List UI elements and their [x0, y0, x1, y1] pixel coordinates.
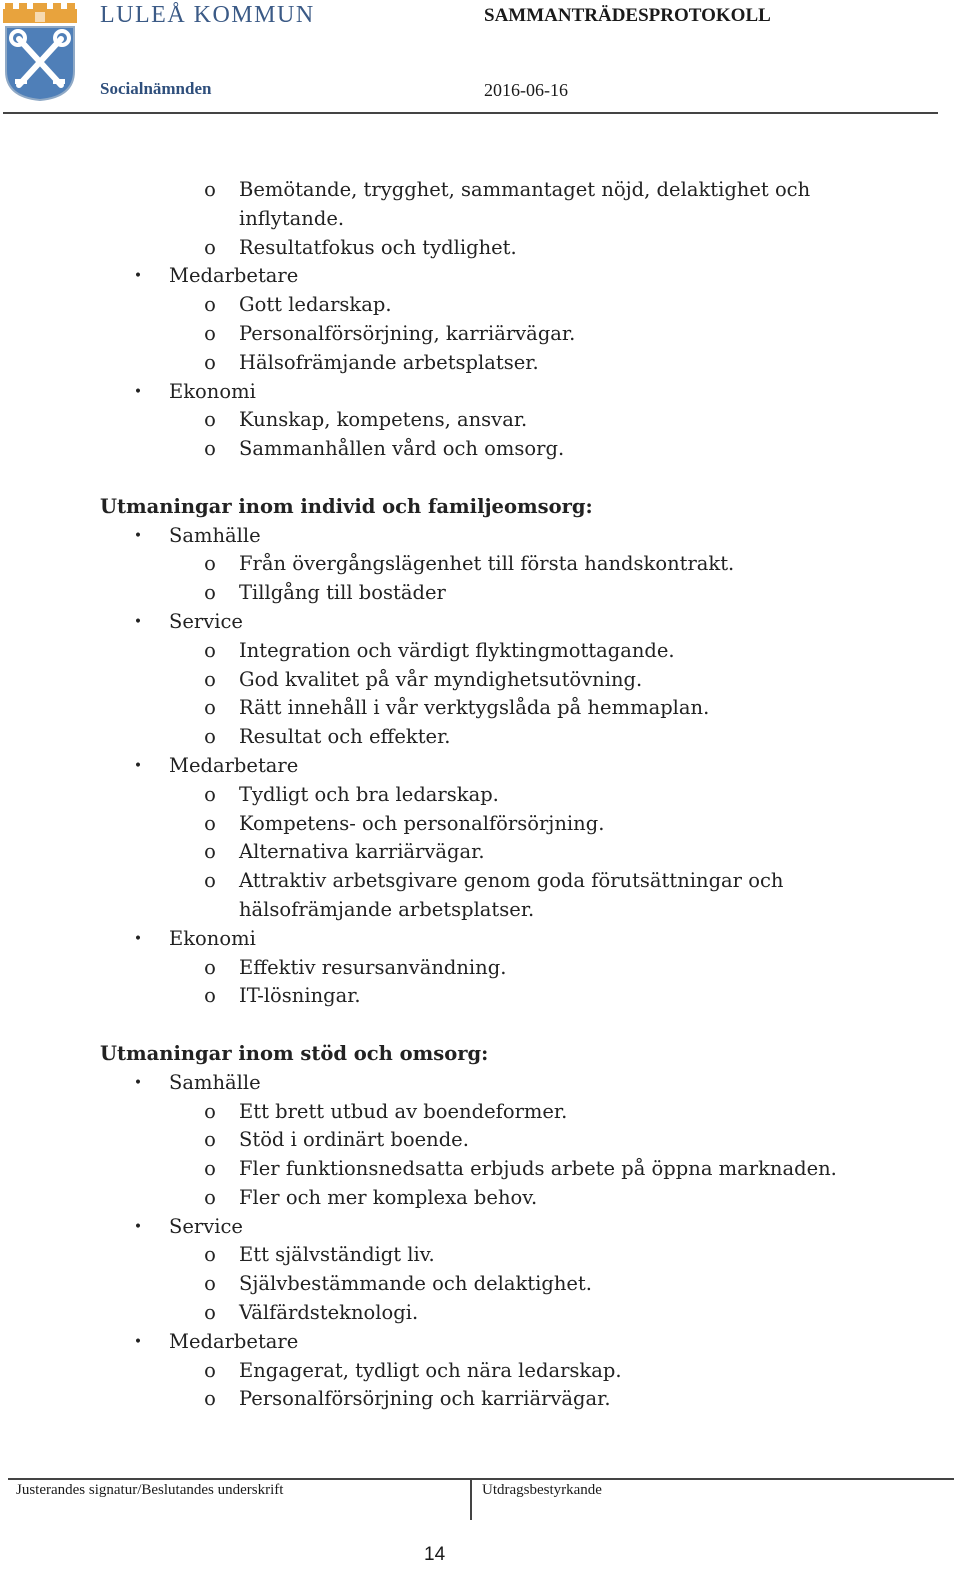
list-item	[0, 637, 960, 666]
list-item	[0, 838, 960, 867]
list-item	[0, 1357, 960, 1386]
group-header	[0, 522, 960, 551]
list-item	[0, 1385, 960, 1414]
certification-label: Utdragsbestyrkande	[482, 1482, 602, 1498]
group-header	[0, 378, 960, 407]
list-item-text: Ett självständigt liv.	[239, 1243, 435, 1267]
department-name: Socialnämnden	[100, 79, 212, 98]
sub-bullet-marker: o	[204, 667, 216, 691]
list-item-text: Kompetens- och personalförsörjning.	[239, 811, 605, 835]
list-item	[0, 550, 960, 579]
sub-bullet-marker: o	[204, 955, 216, 979]
list-item	[0, 1098, 960, 1127]
list-item-text: Tydligt och bra ledarskap.	[239, 782, 499, 806]
bullet-marker: •	[133, 930, 143, 947]
list-item-continuation	[0, 205, 960, 234]
list-item-text: Fler funktionsnedsatta erbjuds arbete på öppna marknaden.	[239, 1157, 837, 1181]
group-header	[0, 752, 960, 781]
sub-bullet-marker: o	[204, 1243, 216, 1267]
city-coat-of-arms-icon	[3, 3, 77, 101]
list-item-text: Engagerat, tydligt och nära ledarskap.	[239, 1358, 622, 1382]
group-label: Samhälle	[169, 1070, 261, 1094]
sub-bullet-marker: o	[204, 552, 216, 576]
list-item-text: Attraktiv arbetsgivare genom goda förutsättningar och	[239, 869, 784, 893]
sub-bullet-marker: o	[204, 1128, 216, 1152]
page-number: 14	[424, 1544, 446, 1565]
list-item	[0, 406, 960, 435]
list-item-text: Ett brett utbud av boendeformer.	[239, 1099, 568, 1123]
sub-bullet-marker: o	[204, 696, 216, 720]
list-item	[0, 234, 960, 263]
list-item-text: Integration och värdigt flyktingmottagande.	[239, 638, 675, 662]
list-item	[0, 1299, 960, 1328]
protocol-body	[0, 176, 960, 1414]
list-item	[0, 810, 960, 839]
list-item-text: Självbestämmande och delaktighet.	[239, 1272, 592, 1296]
group-label: Samhälle	[169, 523, 261, 547]
list-item	[0, 1126, 960, 1155]
bullet-marker: •	[133, 613, 143, 630]
sub-bullet-marker: o	[204, 1358, 216, 1382]
sub-bullet-marker: o	[204, 235, 216, 259]
sub-bullet-marker: o	[204, 725, 216, 749]
document-date: 2016-06-16	[484, 80, 568, 100]
sub-bullet-marker: o	[204, 1387, 216, 1411]
spacer	[0, 1011, 960, 1040]
footer-column-separator	[470, 1479, 472, 1520]
list-item-text: Hälsofrämjande arbetsplatser.	[239, 350, 539, 374]
list-item	[0, 694, 960, 723]
list-item	[0, 1241, 960, 1270]
document-type: SAMMANTRÄDESPROTOKOLL	[484, 5, 771, 26]
group-label: Ekonomi	[169, 379, 256, 403]
sub-bullet-marker: o	[204, 581, 216, 605]
list-item	[0, 982, 960, 1011]
section-heading: Utmaningar inom individ och familjeomsorg:	[100, 494, 593, 518]
sub-bullet-marker: o	[204, 293, 216, 317]
group-header	[0, 608, 960, 637]
bullet-marker: •	[133, 1333, 143, 1350]
list-item-text: Bemötande, trygghet, sammantaget nöjd, delaktighet och	[239, 178, 811, 201]
list-item	[0, 579, 960, 608]
sub-bullet-marker: o	[204, 782, 216, 806]
list-item	[0, 781, 960, 810]
group-label: Medarbetare	[169, 264, 299, 288]
bullet-marker: •	[133, 527, 143, 544]
group-header	[0, 262, 960, 291]
list-item-text: God kvalitet på vår myndighetsutövning.	[239, 667, 643, 691]
group-label: Service	[169, 1214, 243, 1238]
bullet-marker: •	[133, 1074, 143, 1091]
signature-label: Justerandes signatur/Beslutandes underskrift	[16, 1482, 284, 1498]
list-item	[0, 291, 960, 320]
list-item-text: Kunskap, kompetens, ansvar.	[239, 408, 528, 432]
sub-bullet-marker: o	[204, 638, 216, 662]
list-item-text: Personalförsörjning och karriärvägar.	[239, 1387, 611, 1411]
list-item	[0, 954, 960, 983]
sub-bullet-marker: o	[204, 321, 216, 345]
list-item-text: IT-lösningar.	[239, 984, 361, 1008]
sub-bullet-marker: o	[204, 869, 216, 893]
list-item-text: Resultat och effekter.	[239, 725, 451, 749]
list-item-text: Från övergångslägenhet till första handskontrakt.	[239, 552, 735, 576]
list-item-text: Personalförsörjning, karriärvägar.	[239, 321, 576, 345]
list-item-text: Sammanhållen vård och omsorg.	[239, 437, 565, 461]
list-item-text: Tillgång till bostäder	[239, 581, 446, 605]
spacer	[0, 464, 960, 493]
list-item	[0, 176, 960, 205]
list-item-text: Effektiv resursanvändning.	[239, 955, 507, 979]
group-header	[0, 925, 960, 954]
section-heading: Utmaningar inom stöd och omsorg:	[100, 1041, 489, 1065]
list-item	[0, 723, 960, 752]
sub-bullet-marker: o	[204, 178, 216, 201]
list-item-text: Rätt innehåll i vår verktygslåda på hemmaplan.	[239, 696, 710, 720]
bullet-marker: •	[133, 757, 143, 774]
list-item-text: inflytande.	[239, 206, 345, 230]
sub-bullet-marker: o	[204, 408, 216, 432]
sub-bullet-marker: o	[204, 437, 216, 461]
sub-bullet-marker: o	[204, 811, 216, 835]
list-item-continuation	[0, 896, 960, 925]
sub-bullet-marker: o	[204, 1099, 216, 1123]
sub-bullet-marker: o	[204, 1157, 216, 1181]
list-item-text: Alternativa karriärvägar.	[239, 840, 485, 864]
list-item	[0, 1270, 960, 1299]
list-item-text: Resultatfokus och tydlighet.	[239, 235, 517, 259]
list-item	[0, 666, 960, 695]
group-label: Medarbetare	[169, 1329, 299, 1353]
list-item-text: hälsofrämjande arbetsplatser.	[239, 897, 535, 921]
group-label: Ekonomi	[169, 926, 256, 950]
sub-bullet-marker: o	[204, 1185, 216, 1209]
group-label: Medarbetare	[169, 753, 299, 777]
list-item	[0, 1155, 960, 1184]
bullet-marker: •	[133, 268, 143, 285]
header-divider	[3, 112, 938, 114]
sub-bullet-marker: o	[204, 840, 216, 864]
list-item	[0, 1184, 960, 1213]
group-header	[0, 1328, 960, 1357]
sub-bullet-marker: o	[204, 1301, 216, 1325]
organization-name: LULEÅ KOMMUN	[100, 2, 315, 28]
list-item-text: Stöd i ordinärt boende.	[239, 1128, 469, 1152]
list-item-text: Gott ledarskap.	[239, 293, 392, 317]
list-item-text: Fler och mer komplexa behov.	[239, 1185, 538, 1209]
bullet-marker: •	[133, 1218, 143, 1235]
group-label: Service	[169, 609, 243, 633]
list-item	[0, 867, 960, 896]
group-header	[0, 1069, 960, 1098]
sub-bullet-marker: o	[204, 984, 216, 1008]
list-item	[0, 435, 960, 464]
sub-bullet-marker: o	[204, 350, 216, 374]
list-item	[0, 320, 960, 349]
group-header	[0, 1213, 960, 1242]
list-item-text: Välfärdsteknologi.	[239, 1301, 419, 1325]
sub-bullet-marker: o	[204, 1272, 216, 1296]
list-item	[0, 349, 960, 378]
footer-divider	[8, 1478, 954, 1480]
bullet-marker: •	[133, 383, 143, 400]
